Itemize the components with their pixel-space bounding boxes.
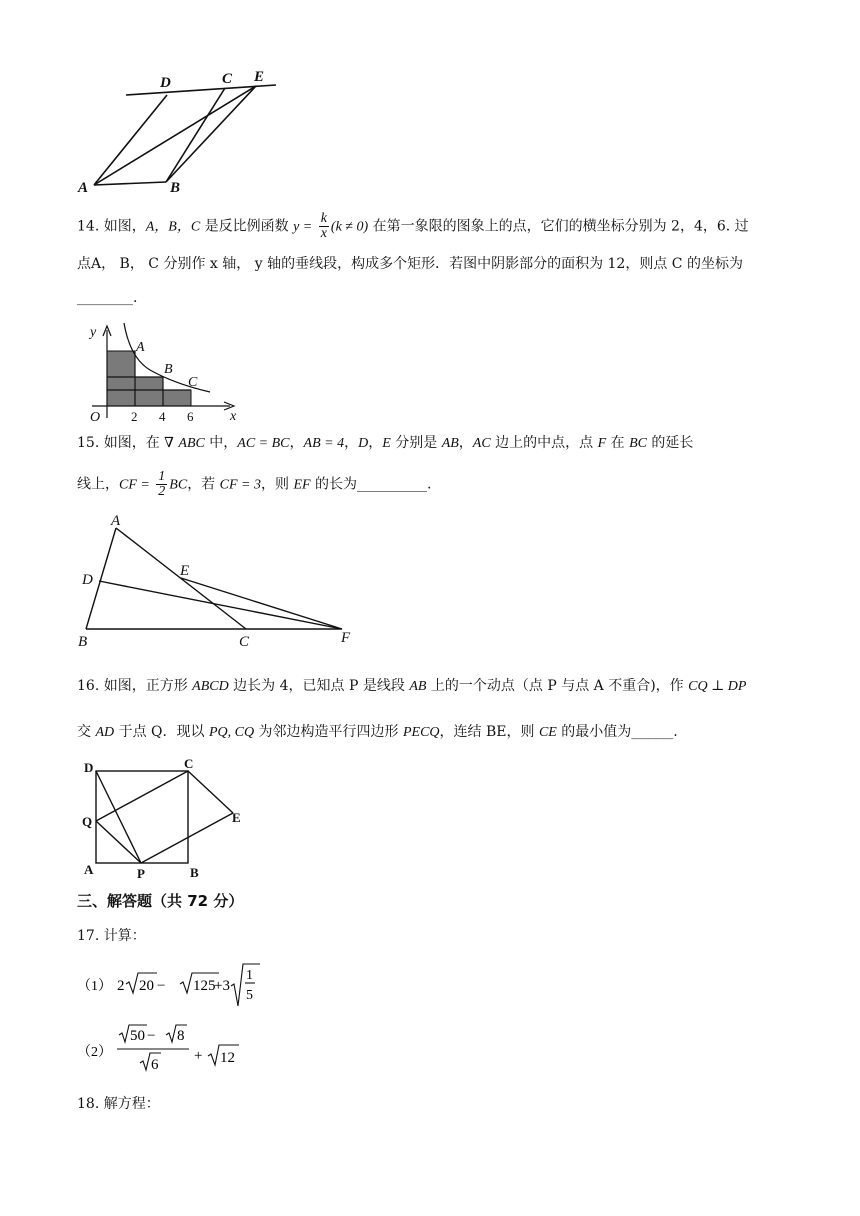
q15-line2 — [77, 470, 431, 499]
radicand-12: 12 — [220, 1050, 235, 1066]
q16-line2 — [77, 722, 678, 743]
q16-segment-AD: AD — [95, 725, 115, 740]
q15-segment-EF: EF — [293, 477, 311, 493]
q16-text: 16. 如图，正方形 — [77, 678, 193, 694]
q15-condition-2: AB = 4 — [303, 436, 345, 451]
q17-title: 17. 计算： — [77, 928, 146, 944]
label-B: B — [78, 634, 88, 650]
label-F: F — [341, 630, 351, 646]
radicand-8: 8 — [177, 1028, 185, 1044]
label-D: D — [160, 75, 171, 91]
q15-point-F: F — [597, 436, 607, 451]
part-label: （1） — [77, 979, 112, 994]
figure-q16 — [78, 754, 258, 880]
q16-line1 — [77, 676, 746, 697]
q15-text: ，则 — [260, 476, 294, 493]
q14-points: A，B，C — [145, 219, 201, 235]
radicand-6: 6 — [151, 1057, 159, 1073]
q14-function-fraction — [319, 212, 329, 241]
label-A: A — [111, 513, 121, 529]
q15-point-E: E — [382, 436, 391, 451]
q15-condition-1: AC = BC — [237, 436, 290, 451]
q14-function-condition: (k ≠ 0) — [330, 219, 369, 235]
q15-text: ， — [458, 435, 473, 451]
tick-2: 2 — [131, 409, 138, 424]
q15-point-D: D — [358, 436, 369, 451]
fraction-numerator: 1 — [246, 968, 253, 983]
label-C: C — [222, 71, 233, 87]
label-E: E — [254, 69, 265, 85]
q15-text: 在 — [606, 435, 630, 451]
q14-function-lhs: y = — [293, 219, 313, 235]
fraction-numerator: 1 — [158, 469, 166, 484]
minus-sign: − — [147, 1028, 156, 1044]
point-C-label: C — [188, 375, 198, 390]
plus-3: +3 — [214, 978, 230, 994]
q16-text: 上的一个动点（点 P 与点 A 不重合)，作 — [426, 678, 689, 694]
q17-part2-expression — [77, 1022, 297, 1078]
q15-text: 的长为__________. — [310, 476, 432, 493]
q15-line1 — [77, 433, 693, 454]
q17-part1-expression — [77, 960, 297, 1010]
label-A: A — [78, 180, 89, 196]
q18-title: 18. 解方程： — [77, 1096, 160, 1112]
figure-q13 — [70, 65, 290, 200]
q16-parallelogram: PECQ — [402, 725, 440, 740]
figure-q14 — [80, 318, 250, 426]
fraction-denominator: x — [320, 226, 327, 241]
label-D: D — [84, 760, 94, 775]
q16-square: ABCD — [192, 679, 229, 694]
q15-text: ， — [289, 435, 304, 451]
q16-text: 边长为 4，已知点 P 是线段 — [228, 678, 410, 694]
q15-cf-rhs: BC — [169, 477, 188, 493]
q17-part1 — [77, 960, 297, 1014]
point-A-label: A — [136, 340, 145, 355]
q15-segment-AC: AC — [472, 436, 491, 451]
origin-label: O — [90, 410, 101, 425]
q16-segment-CE: CE — [538, 725, 557, 740]
q15-segment-AB: AB — [441, 436, 459, 451]
label-D: D — [82, 572, 93, 588]
q15-text: ， — [344, 435, 359, 451]
radicand-50: 50 — [130, 1028, 145, 1044]
q15-text: 的延长 — [646, 435, 694, 451]
q16-adjacent-sides: PQ, CQ — [208, 725, 255, 740]
axis-x-label: x — [230, 409, 237, 424]
minus-sign: − — [157, 978, 166, 994]
label-B: B — [170, 180, 181, 196]
fraction-denominator: 5 — [246, 988, 253, 1003]
q15-text: ， — [368, 435, 383, 451]
label-B: B — [190, 865, 199, 880]
label-C: C — [184, 756, 194, 771]
radicand-20: 20 — [139, 978, 154, 994]
q16-text: 交 — [77, 724, 96, 740]
q15-text: 分别是 — [390, 435, 442, 451]
q15-cf-value: CF = 3 — [219, 477, 261, 493]
q15-half-fraction — [156, 470, 167, 499]
q16-text: 的最小值为______. — [556, 724, 678, 740]
q15-cf-lhs: CF = — [119, 477, 150, 493]
q15-text: ，若 — [187, 476, 220, 493]
tick-4: 4 — [159, 409, 166, 424]
fraction-denominator: 2 — [158, 484, 166, 499]
q14-line3: ________. — [77, 290, 138, 306]
section-heading: 三、解答题（共 72 分） — [77, 892, 244, 910]
coef-2: 2 — [117, 978, 125, 994]
q15-text: 15. 如图，在 ∇ — [77, 435, 179, 451]
label-Q: Q — [82, 814, 93, 829]
q14-line1 — [77, 212, 749, 241]
label-C: C — [239, 634, 250, 650]
plus-sign: + — [194, 1048, 203, 1064]
q15-text: 线上， — [77, 476, 119, 493]
radicand-125: 125 — [193, 978, 216, 994]
q15-triangle: ABC — [178, 436, 205, 451]
part-label: （2） — [77, 1045, 112, 1060]
q15-segment-BC: BC — [629, 436, 647, 451]
q16-text: 为邻边构造平行四边形 — [254, 724, 403, 740]
label-E: E — [232, 810, 241, 825]
q14-text: 在第一象限的图象上的点，它们的横坐标分别为 2，4，6. 过 — [368, 218, 749, 235]
q14-text: 14. 如图， — [77, 218, 146, 235]
point-B-label: B — [164, 362, 173, 377]
axis-y-label: y — [90, 325, 97, 340]
q17-part2 — [77, 1022, 297, 1082]
q16-segment-AB: AB — [409, 679, 427, 694]
q14-text: 是反比例函数 — [200, 218, 294, 235]
tick-6: 6 — [187, 409, 194, 424]
q15-text: 边上的中点，点 — [490, 435, 598, 451]
figure-q15 — [74, 512, 364, 652]
q16-perpendicular: CQ ⊥ DP — [688, 679, 747, 694]
q14-line2: 点A， B， C 分别作 x 轴， y 轴的垂线段，构成多个矩形．若图中阴影部分的面积为 12，则点 C 的坐标为 — [77, 256, 743, 272]
q16-text: 于点 Q．现以 — [114, 724, 209, 740]
label-A: A — [84, 862, 94, 877]
label-E: E — [180, 563, 190, 579]
q16-text: ，连结 BE，则 — [439, 724, 539, 740]
q15-text: 中， — [204, 435, 238, 451]
label-P: P — [137, 866, 145, 880]
fraction-numerator: k — [320, 211, 327, 226]
